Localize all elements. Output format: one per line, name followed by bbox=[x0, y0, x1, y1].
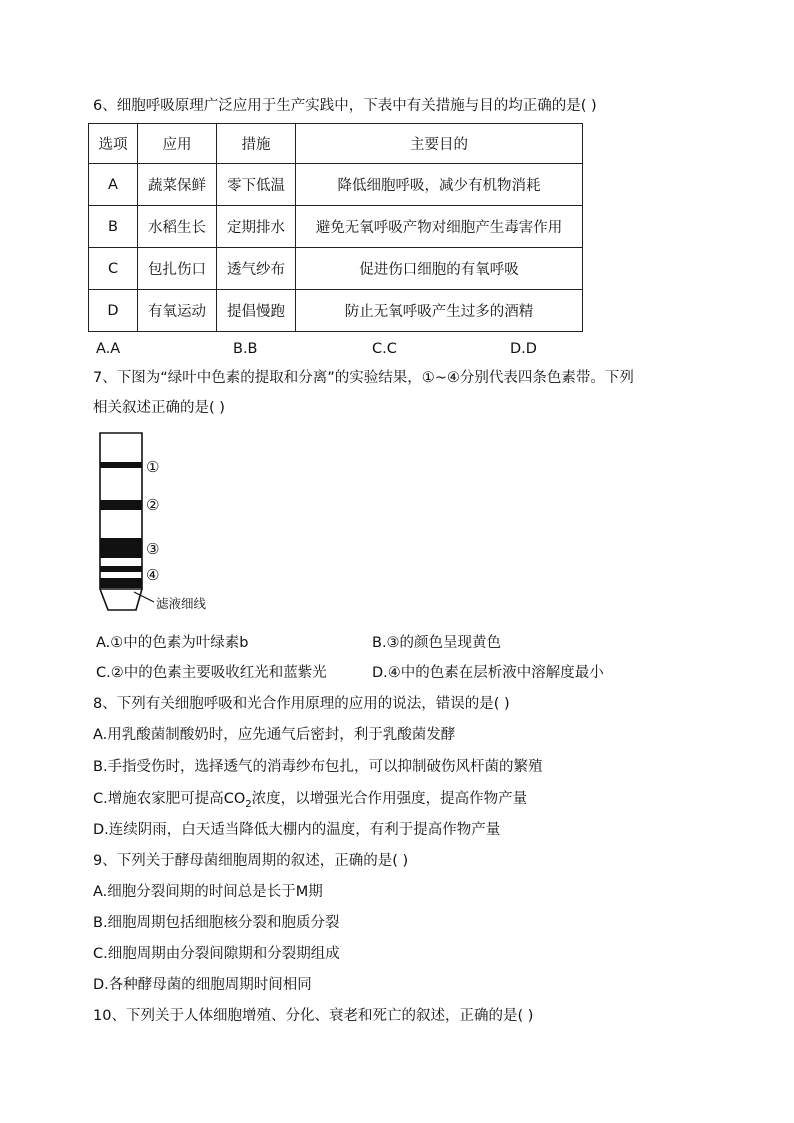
q7-stem-line1: 7、下图为“绿叶中色素的提取和分离”的实验结果，①~④分别代表四条色素带。下列 bbox=[93, 370, 634, 386]
q9-stem: 9、下列关于酵母菌细胞周期的叙述，正确的是( ) bbox=[93, 853, 409, 869]
table-cell: 降低细胞呼吸，减少有机物消耗 bbox=[296, 164, 583, 206]
pigment-band-1 bbox=[100, 462, 142, 468]
header-cell: 措施 bbox=[217, 124, 296, 164]
q9-option-b: B.细胞周期包括细胞核分裂和胞质分裂 bbox=[93, 915, 340, 931]
option-c-post: 浓度，以增强光合作用强度，提高作物产量 bbox=[251, 791, 528, 807]
band-label-2: ② bbox=[146, 496, 160, 514]
table-cell: 水稻生长 bbox=[138, 206, 217, 248]
filter-line bbox=[100, 578, 142, 588]
table-cell: B bbox=[89, 206, 138, 248]
table-cell: 零下低温 bbox=[217, 164, 296, 206]
q8-stem: 8、下列有关细胞呼吸和光合作用原理的应用的说法，错误的是( ) bbox=[93, 696, 510, 712]
band-label-4: ④ bbox=[146, 566, 160, 584]
option-a: A.①中的色素为叶绿素b bbox=[96, 635, 249, 651]
table-header-row bbox=[89, 124, 583, 164]
table-cell: 提倡慢跑 bbox=[217, 290, 296, 332]
option-d: D.D bbox=[510, 341, 537, 357]
table-cell: 避免无氧呼吸产物对细胞产生毒害作用 bbox=[296, 206, 583, 248]
band-label-1: ① bbox=[146, 458, 160, 476]
table-cell: C bbox=[89, 248, 138, 290]
pigment-band-4 bbox=[100, 566, 142, 572]
baseline-label: 滤液细线 bbox=[156, 596, 207, 611]
pigment-band-2 bbox=[100, 500, 142, 510]
table-cell: A bbox=[89, 164, 138, 206]
band-label-3: ③ bbox=[146, 540, 160, 558]
q6-table bbox=[88, 123, 583, 332]
table-cell: 定期排水 bbox=[217, 206, 296, 248]
q8-option-b: B.手指受伤时，选择透气的消毒纱布包扎，可以抑制破伤风杆菌的繁殖 bbox=[93, 759, 543, 775]
table-row bbox=[89, 248, 583, 290]
option-b: B.B bbox=[233, 341, 258, 357]
option-d: D.④中的色素在层析液中溶解度最小 bbox=[372, 665, 604, 681]
q9-option-a: A.细胞分裂间期的时间总是长于M期 bbox=[93, 884, 323, 900]
q7-stem-line2: 相关叙述正确的是( ) bbox=[93, 400, 225, 416]
pigment-band-3 bbox=[100, 538, 142, 558]
table-cell: 促进伤口细胞的有氧呼吸 bbox=[296, 248, 583, 290]
table-cell: 透气纱布 bbox=[217, 248, 296, 290]
header-cell: 应用 bbox=[138, 124, 217, 164]
q9-option-d: D.各种酵母菌的细胞周期时间相同 bbox=[93, 977, 312, 993]
option-c: C.②中的色素主要吸收红光和蓝紫光 bbox=[96, 665, 327, 681]
header-cell: 选项 bbox=[89, 124, 138, 164]
chromatography-figure bbox=[96, 432, 256, 622]
table-row bbox=[89, 164, 583, 206]
option-c-subscript: 2 bbox=[245, 798, 252, 810]
table-cell: 蔬菜保鲜 bbox=[138, 164, 217, 206]
table-cell: D bbox=[89, 290, 138, 332]
option-c-pre: C.增施农家肥可提高CO bbox=[93, 791, 246, 807]
option-a: A.A bbox=[96, 341, 121, 357]
table-row bbox=[89, 290, 583, 332]
table-cell: 有氧运动 bbox=[138, 290, 217, 332]
table-cell: 防止无氧呼吸产生过多的酒精 bbox=[296, 290, 583, 332]
q10-stem: 10、下列关于人体细胞增殖、分化、衰老和死亡的叙述，正确的是( ) bbox=[93, 1008, 534, 1024]
table-row bbox=[89, 206, 583, 248]
header-cell: 主要目的 bbox=[296, 124, 583, 164]
q8-option-d: D.连续阴雨，白天适当降低大棚内的温度，有利于提高作物产量 bbox=[93, 822, 501, 838]
q9-option-c: C.细胞周期由分裂间隙期和分裂期组成 bbox=[93, 946, 340, 962]
q8-option-c bbox=[93, 789, 527, 815]
table-cell: 包扎伤口 bbox=[138, 248, 217, 290]
q6-stem: 6、细胞呼吸原理广泛应用于生产实践中，下表中有关措施与目的均正确的是( ) bbox=[93, 98, 597, 114]
option-c: C.C bbox=[372, 341, 397, 357]
option-b: B.③的颜色呈现黄色 bbox=[372, 635, 502, 651]
q8-option-a: A.用乳酸菌制酸奶时，应先通气后密封，利于乳酸菌发酵 bbox=[93, 727, 456, 743]
